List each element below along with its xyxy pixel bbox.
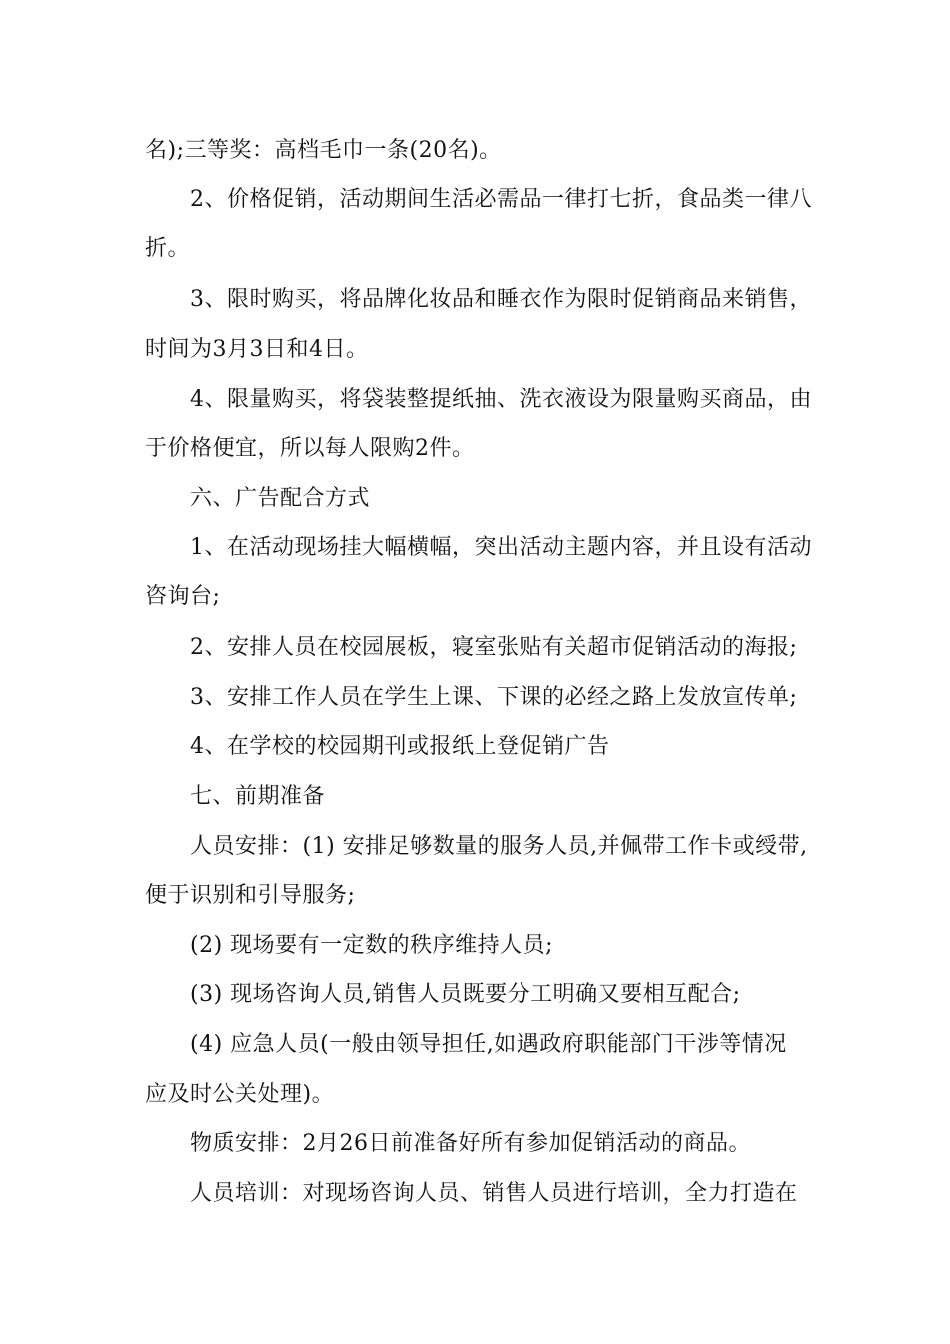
text-line-2: 2、价格促销，活动期间生活必需品一律打七折，食品类一律八 xyxy=(190,187,812,212)
text-line-13: 4、在学校的校园期刊或报纸上登促销广告 xyxy=(190,734,610,759)
text-line-15: 人员安排：(1) 安排足够数量的服务人员,并佩带工作卡或绶带, xyxy=(190,834,808,859)
text-line-6: 4、限量购买，将袋装整提纸抽、洗衣液设为限量购买商品，由 xyxy=(190,387,812,412)
text-line-16: 便于识别和引导服务; xyxy=(145,883,356,908)
text-line-19: (4) 应急人员(一般由领导担任,如遇政府职能部门干涉等情况 xyxy=(190,1032,787,1057)
text-line-11: 2、安排人员在校园展板，寝室张贴有关超市促销活动的海报; xyxy=(190,635,798,660)
text-line-7: 于价格便宜，所以每人限购2件。 xyxy=(145,436,475,461)
text-line-3: 折。 xyxy=(145,236,191,261)
text-line-21: 物质安排：2月26日前准备好所有参加促销活动的商品。 xyxy=(190,1131,751,1156)
text-line-4: 3、限时购买，将品牌化妆品和睡衣作为限时促销商品来销售， xyxy=(190,287,812,312)
text-line-1: 名);三等奖：高档毛巾一条(20名)。 xyxy=(145,138,502,163)
text-line-12: 3、安排工作人员在学生上课、下课的必经之路上发放宣传单; xyxy=(190,685,798,710)
text-line-10: 咨询台; xyxy=(145,584,221,609)
text-line-9: 1、在活动现场挂大幅横幅，突出活动主题内容，并且设有活动 xyxy=(190,535,812,560)
section-heading-advertising: 六、广告配合方式 xyxy=(190,486,371,511)
text-line-22: 人员培训：对现场咨询人员、销售人员进行培训，全力打造在 xyxy=(190,1181,798,1206)
text-line-20: 应及时公关处理)。 xyxy=(145,1082,335,1107)
text-line-17: (2) 现场要有一定数的秩序维持人员; xyxy=(190,933,554,958)
text-line-5: 时间为3月3日和4日。 xyxy=(145,337,369,362)
text-line-18: (3) 现场咨询人员,销售人员既要分工明确又要相互配合; xyxy=(190,982,741,1007)
section-heading-preparation: 七、前期准备 xyxy=(190,784,326,809)
